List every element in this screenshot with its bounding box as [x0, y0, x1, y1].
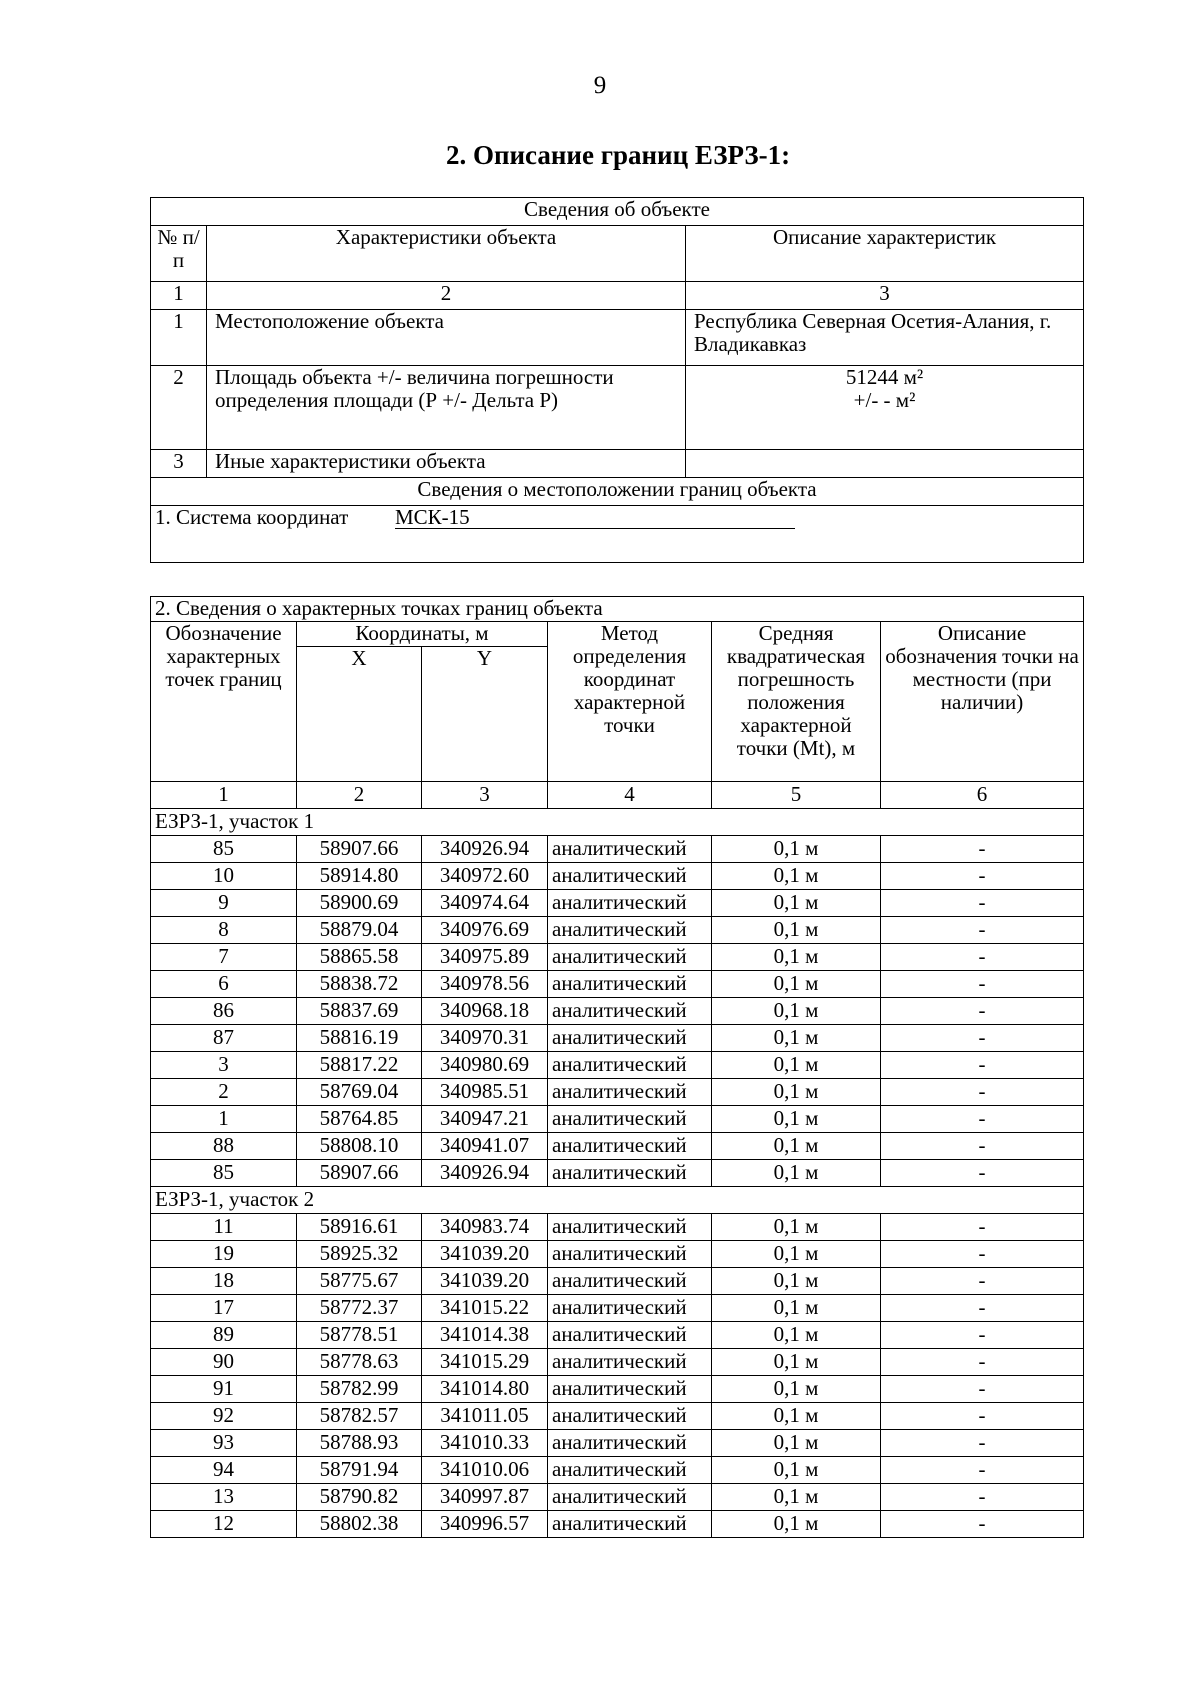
- table-row: [151, 944, 1084, 971]
- table-row: [151, 1106, 1084, 1133]
- coordinate-y: 340926.94: [422, 1160, 548, 1187]
- column-header-designation: Обозначение характерных точек границ: [151, 622, 297, 782]
- coordinate-x: 58775.67: [297, 1268, 422, 1295]
- coordinate-y: 340972.60: [422, 863, 548, 890]
- column-header-method: Метод определения координат характерной точки: [548, 622, 712, 782]
- coordinate-y: 341011.05: [422, 1403, 548, 1430]
- table-row: [151, 836, 1084, 863]
- coordinate-system-value: МСК-15: [395, 506, 795, 529]
- error: 0,1 м: [712, 998, 881, 1025]
- table-row: [151, 1241, 1084, 1268]
- coordinate-x: 58764.85: [297, 1106, 422, 1133]
- coordinate-y: 341015.29: [422, 1349, 548, 1376]
- coordinate-y: 340941.07: [422, 1133, 548, 1160]
- table-row: [151, 310, 1084, 366]
- method: аналитический: [548, 1241, 712, 1268]
- point-description: -: [881, 836, 1084, 863]
- error: 0,1 м: [712, 1214, 881, 1241]
- points-section-header: 2. Сведения о характерных точках границ объекта: [151, 597, 1084, 622]
- coordinate-y: 340976.69: [422, 917, 548, 944]
- point-description: -: [881, 1160, 1084, 1187]
- point-description: -: [881, 1025, 1084, 1052]
- table-row: [151, 863, 1084, 890]
- error: 0,1 м: [712, 836, 881, 863]
- method: аналитический: [548, 971, 712, 998]
- table-row: [151, 971, 1084, 998]
- point-id: 92: [151, 1403, 297, 1430]
- column-header-description: Описание характеристик: [686, 226, 1084, 282]
- point-id: 13: [151, 1484, 297, 1511]
- column-number: 2: [207, 282, 686, 310]
- group-title: ЕЗРЗ-1, участок 2: [151, 1187, 1084, 1214]
- error: 0,1 м: [712, 1457, 881, 1484]
- coordinate-x: 58808.10: [297, 1133, 422, 1160]
- coordinate-y: 340974.64: [422, 890, 548, 917]
- coordinate-y: 340996.57: [422, 1511, 548, 1538]
- error: 0,1 м: [712, 1052, 881, 1079]
- point-id: 88: [151, 1133, 297, 1160]
- method: аналитический: [548, 890, 712, 917]
- table-row: [151, 1160, 1084, 1187]
- coordinate-x: 58802.38: [297, 1511, 422, 1538]
- error: 0,1 м: [712, 863, 881, 890]
- column-header-characteristics: Характеристики объекта: [207, 226, 686, 282]
- group-row: [151, 809, 1084, 836]
- point-description: -: [881, 917, 1084, 944]
- point-description: -: [881, 1268, 1084, 1295]
- method: аналитический: [548, 1106, 712, 1133]
- column-number: 5: [712, 782, 881, 809]
- point-description: -: [881, 1052, 1084, 1079]
- coordinate-x: 58907.66: [297, 836, 422, 863]
- column-number: 3: [422, 782, 548, 809]
- coordinate-x: 58782.57: [297, 1403, 422, 1430]
- coordinate-y: 341014.38: [422, 1322, 548, 1349]
- coordinate-x: 58879.04: [297, 917, 422, 944]
- row-number: 3: [151, 450, 207, 478]
- error: 0,1 м: [712, 1079, 881, 1106]
- error: 0,1 м: [712, 1295, 881, 1322]
- column-header-point-description: Описание обозначения точки на местности (при наличии): [881, 622, 1084, 782]
- coordinate-y: 341010.06: [422, 1457, 548, 1484]
- point-id: 91: [151, 1376, 297, 1403]
- point-id: 11: [151, 1214, 297, 1241]
- column-number: 3: [686, 282, 1084, 310]
- error: 0,1 м: [712, 1160, 881, 1187]
- point-id: 2: [151, 1079, 297, 1106]
- method: аналитический: [548, 836, 712, 863]
- coordinate-y: 340970.31: [422, 1025, 548, 1052]
- method: аналитический: [548, 917, 712, 944]
- method: аналитический: [548, 1457, 712, 1484]
- point-description: -: [881, 1349, 1084, 1376]
- table-row: [151, 1214, 1084, 1241]
- coordinate-x: 58925.32: [297, 1241, 422, 1268]
- error: 0,1 м: [712, 1430, 881, 1457]
- error: 0,1 м: [712, 1511, 881, 1538]
- error: 0,1 м: [712, 1268, 881, 1295]
- table-row: [151, 1133, 1084, 1160]
- point-id: 7: [151, 944, 297, 971]
- coordinate-y: 340980.69: [422, 1052, 548, 1079]
- table-row: [151, 1079, 1084, 1106]
- coordinate-x: 58916.61: [297, 1214, 422, 1241]
- point-description: -: [881, 1403, 1084, 1430]
- point-description: -: [881, 944, 1084, 971]
- coordinate-x: 58900.69: [297, 890, 422, 917]
- point-description: -: [881, 998, 1084, 1025]
- column-header-y: Y: [422, 647, 548, 782]
- coordinate-y: 341010.33: [422, 1430, 548, 1457]
- coordinate-y: 340983.74: [422, 1214, 548, 1241]
- table-row: [151, 1322, 1084, 1349]
- column-number: 2: [297, 782, 422, 809]
- characteristic-other: Иные характеристики объекта: [207, 450, 686, 478]
- coordinate-y: 340968.18: [422, 998, 548, 1025]
- point-id: 17: [151, 1295, 297, 1322]
- method: аналитический: [548, 1430, 712, 1457]
- coordinate-y: 340975.89: [422, 944, 548, 971]
- group-title: ЕЗРЗ-1, участок 1: [151, 809, 1084, 836]
- area-value: 51244 м²: [845, 365, 924, 389]
- coordinate-x: 58790.82: [297, 1484, 422, 1511]
- point-description: -: [881, 890, 1084, 917]
- table-row: [151, 1403, 1084, 1430]
- coordinate-y: 341014.80: [422, 1376, 548, 1403]
- table-row: [151, 1511, 1084, 1538]
- method: аналитический: [548, 1322, 712, 1349]
- table-row: [151, 998, 1084, 1025]
- table-row: [151, 1268, 1084, 1295]
- column-number: 4: [548, 782, 712, 809]
- point-description: -: [881, 1322, 1084, 1349]
- error: 0,1 м: [712, 1484, 881, 1511]
- point-description: -: [881, 1214, 1084, 1241]
- coordinate-x: 58791.94: [297, 1457, 422, 1484]
- point-id: 18: [151, 1268, 297, 1295]
- point-description: -: [881, 971, 1084, 998]
- point-id: 94: [151, 1457, 297, 1484]
- coordinate-y: 341039.20: [422, 1268, 548, 1295]
- error: 0,1 м: [712, 890, 881, 917]
- point-id: 19: [151, 1241, 297, 1268]
- table-row: [151, 1484, 1084, 1511]
- error: 0,1 м: [712, 917, 881, 944]
- coordinate-x: 58837.69: [297, 998, 422, 1025]
- point-description: -: [881, 1295, 1084, 1322]
- row-number: 1: [151, 310, 207, 366]
- table-row: [151, 1349, 1084, 1376]
- method: аналитический: [548, 1349, 712, 1376]
- point-id: 85: [151, 836, 297, 863]
- point-id: 10: [151, 863, 297, 890]
- coordinate-x: 58782.99: [297, 1376, 422, 1403]
- method: аналитический: [548, 1214, 712, 1241]
- coordinate-x: 58816.19: [297, 1025, 422, 1052]
- point-description: -: [881, 1133, 1084, 1160]
- column-number: 1: [151, 282, 207, 310]
- error: 0,1 м: [712, 1133, 881, 1160]
- point-id: 85: [151, 1160, 297, 1187]
- point-id: 90: [151, 1349, 297, 1376]
- table-row: [151, 1295, 1084, 1322]
- description-location: Республика Северная Осетия-Алания, г. Владикавказ: [686, 310, 1084, 366]
- table-row: [151, 917, 1084, 944]
- table-row: [151, 1457, 1084, 1484]
- coordinate-y: 341039.20: [422, 1241, 548, 1268]
- error: 0,1 м: [712, 944, 881, 971]
- table-row: [151, 1025, 1084, 1052]
- method: аналитический: [548, 1268, 712, 1295]
- coordinate-x: 58778.63: [297, 1349, 422, 1376]
- method: аналитический: [548, 1511, 712, 1538]
- method: аналитический: [548, 1079, 712, 1106]
- location-info-header: Сведения о местоположении границ объекта: [151, 478, 1084, 506]
- column-header-coordinates: Координаты, м: [297, 622, 548, 647]
- description-other: [686, 450, 1084, 478]
- point-description: -: [881, 863, 1084, 890]
- point-id: 89: [151, 1322, 297, 1349]
- coordinate-x: 58907.66: [297, 1160, 422, 1187]
- point-id: 6: [151, 971, 297, 998]
- table-row: [151, 1430, 1084, 1457]
- coordinate-x: 58817.22: [297, 1052, 422, 1079]
- point-description: -: [881, 1376, 1084, 1403]
- method: аналитический: [548, 1025, 712, 1052]
- coordinate-y: 340978.56: [422, 971, 548, 998]
- column-number: 1: [151, 782, 297, 809]
- point-id: 8: [151, 917, 297, 944]
- point-id: 9: [151, 890, 297, 917]
- point-id: 86: [151, 998, 297, 1025]
- point-id: 3: [151, 1052, 297, 1079]
- column-header-x: X: [297, 647, 422, 782]
- coordinate-system-label: 1. Система координат: [155, 505, 349, 529]
- point-description: -: [881, 1511, 1084, 1538]
- point-description: -: [881, 1457, 1084, 1484]
- page-title: 2. Описание границ ЕЗРЗ-1:: [445, 140, 791, 170]
- error: 0,1 м: [712, 1241, 881, 1268]
- object-info-table: [150, 197, 1084, 563]
- column-number: 6: [881, 782, 1084, 809]
- method: аналитический: [548, 1376, 712, 1403]
- error: 0,1 м: [712, 1106, 881, 1133]
- point-id: 93: [151, 1430, 297, 1457]
- coordinate-x: 58772.37: [297, 1295, 422, 1322]
- point-id: 1: [151, 1106, 297, 1133]
- coordinate-y: 340926.94: [422, 836, 548, 863]
- boundary-points-table: [150, 596, 1084, 1538]
- table-row: [151, 1052, 1084, 1079]
- characteristic-location: Местоположение объекта: [207, 310, 686, 366]
- method: аналитический: [548, 863, 712, 890]
- coordinate-x: 58838.72: [297, 971, 422, 998]
- error: 0,1 м: [712, 1322, 881, 1349]
- characteristic-area: Площадь объекта +/- величина погрешности определения площади (Р +/- Дельта Р): [207, 366, 686, 450]
- method: аналитический: [548, 998, 712, 1025]
- error: 0,1 м: [712, 1376, 881, 1403]
- method: аналитический: [548, 1160, 712, 1187]
- table-row: [151, 366, 1084, 450]
- column-header-error: Средняя квадратическая погрешность положения характерной точки (Mt), м: [712, 622, 881, 782]
- coordinate-x: 58769.04: [297, 1079, 422, 1106]
- object-info-header: Сведения об объекте: [151, 198, 1084, 226]
- coordinate-y: 340985.51: [422, 1079, 548, 1106]
- coordinate-y: 341015.22: [422, 1295, 548, 1322]
- point-description: -: [881, 1241, 1084, 1268]
- coordinate-x: 58778.51: [297, 1322, 422, 1349]
- area-error: +/- - м²: [853, 388, 916, 412]
- coordinate-y: 340997.87: [422, 1484, 548, 1511]
- point-description: -: [881, 1079, 1084, 1106]
- point-description: -: [881, 1106, 1084, 1133]
- point-id: 12: [151, 1511, 297, 1538]
- error: 0,1 м: [712, 1349, 881, 1376]
- point-id: 87: [151, 1025, 297, 1052]
- table-row: [151, 890, 1084, 917]
- method: аналитический: [548, 1133, 712, 1160]
- method: аналитический: [548, 1052, 712, 1079]
- row-number: 2: [151, 366, 207, 450]
- group-row: [151, 1187, 1084, 1214]
- coordinate-x: 58914.80: [297, 863, 422, 890]
- coordinate-system-row: [151, 506, 1084, 563]
- page-number: 9: [593, 72, 607, 99]
- method: аналитический: [548, 1295, 712, 1322]
- description-area: [686, 366, 1084, 450]
- error: 0,1 м: [712, 971, 881, 998]
- coordinate-x: 58788.93: [297, 1430, 422, 1457]
- table-row: [151, 1376, 1084, 1403]
- table-row: [151, 450, 1084, 478]
- coordinate-x: 58865.58: [297, 944, 422, 971]
- point-description: -: [881, 1484, 1084, 1511]
- error: 0,1 м: [712, 1403, 881, 1430]
- error: 0,1 м: [712, 1025, 881, 1052]
- method: аналитический: [548, 1403, 712, 1430]
- point-description: -: [881, 1430, 1084, 1457]
- coordinate-y: 340947.21: [422, 1106, 548, 1133]
- method: аналитический: [548, 1484, 712, 1511]
- column-header-no: № п/п: [151, 226, 207, 282]
- method: аналитический: [548, 944, 712, 971]
